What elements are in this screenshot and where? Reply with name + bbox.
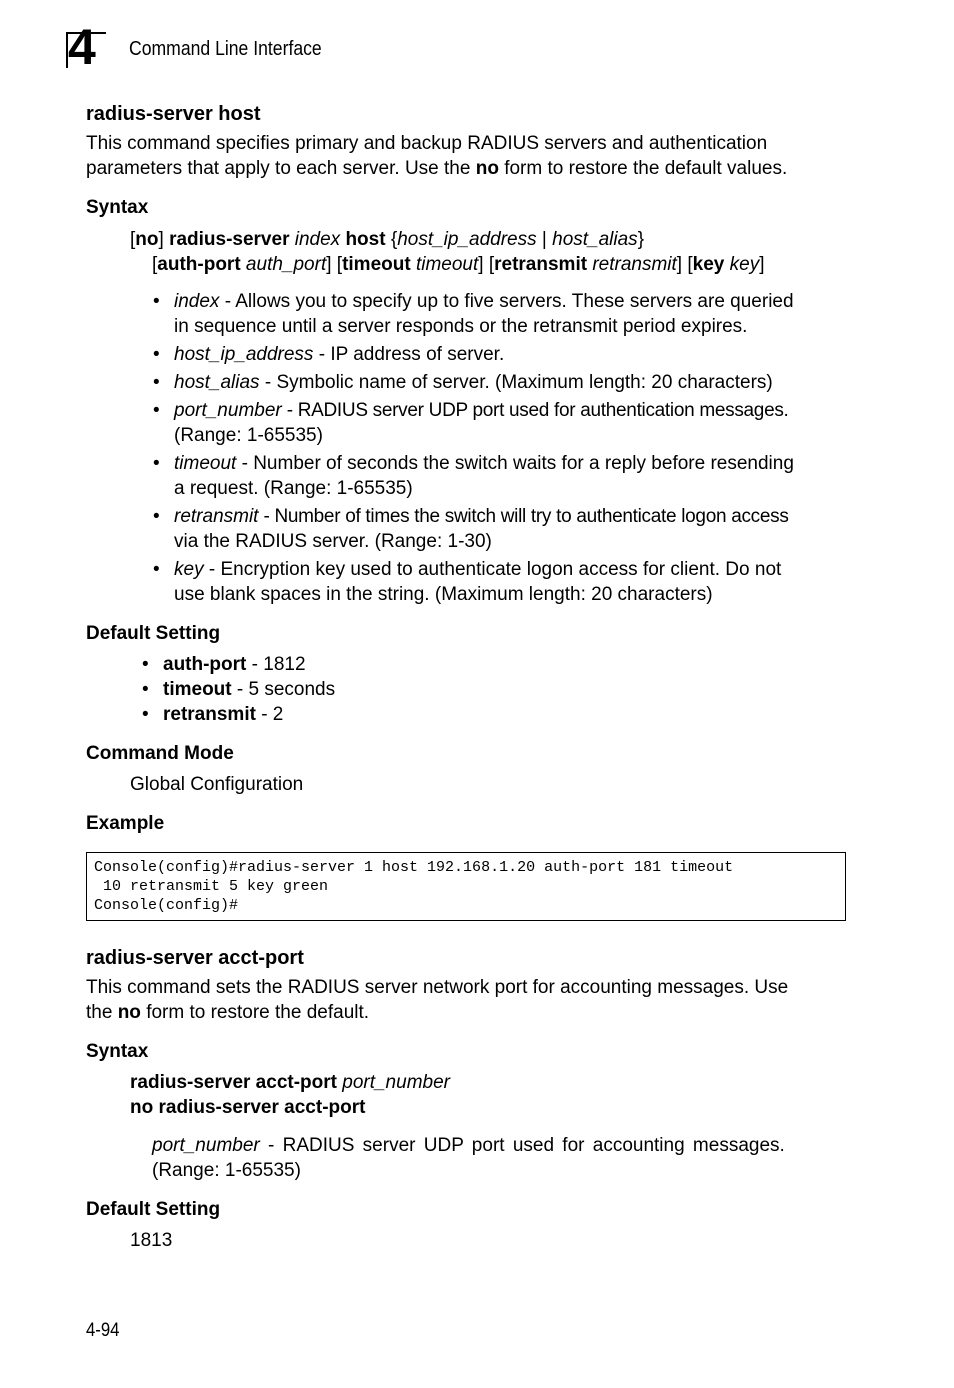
chapter-title: Command Line Interface: [129, 38, 322, 60]
host-mode-heading: Command Mode: [86, 743, 234, 764]
param-name: index: [174, 291, 220, 312]
acct-param: [152, 1133, 852, 1183]
host-description: [86, 131, 846, 181]
syntax-no: no: [135, 229, 159, 250]
param-item-host-ip-address: [174, 342, 854, 370]
syntax-auth-port: auth-port: [157, 254, 241, 275]
host-example-heading: Example: [86, 813, 165, 834]
host-syntax-line2: [152, 252, 852, 277]
default-value: - 5 seconds: [231, 679, 336, 700]
param-item-port-number: [174, 398, 854, 451]
acct-syntax-line2: no radius-server acct-port: [130, 1097, 366, 1118]
param-desc: - RADIUS server UDP port used for accounting messages.: [259, 1135, 785, 1156]
syntax-auth-port-arg: auth_port: [240, 254, 327, 275]
syntax-retransmit: retransmit: [494, 254, 588, 275]
param-name: host_alias: [174, 372, 260, 393]
acct-description-line1: This command sets the RADIUS server network port for accounting messages. Use: [86, 977, 789, 998]
host-description-line1: This command specifies primary and backup RADIUS servers and authentication: [86, 133, 768, 154]
no-keyword: no: [117, 1002, 141, 1023]
brace: {: [385, 229, 398, 250]
brace: }: [637, 229, 645, 250]
acct-syntax-line1: [130, 1070, 730, 1095]
param-desc-cont: use blank spaces in the string. (Maximum length: 20 characters): [174, 584, 713, 605]
syntax-command: radius-server: [169, 229, 290, 250]
text: the: [86, 1002, 118, 1023]
section-title-radius-server-acct-port: radius-server acct-port: [86, 947, 304, 969]
bracket: [: [152, 254, 158, 275]
param-item-key: [174, 557, 854, 610]
param-desc-cont: in sequence until a server responds or the retransmit period expires.: [174, 316, 748, 337]
acct-param-line1: [152, 1133, 852, 1158]
syntax-arg: port_number: [336, 1072, 450, 1093]
acct-default-heading: Default Setting: [86, 1199, 221, 1220]
page-number: 4-94: [86, 1320, 120, 1341]
syntax-index-arg: index: [289, 229, 346, 250]
param-name: port_number: [152, 1135, 260, 1156]
acct-default-value: 1813: [130, 1230, 173, 1251]
default-name: auth-port: [163, 654, 247, 675]
param-name: key: [174, 559, 204, 580]
text: form to restore the default.: [140, 1002, 370, 1023]
acct-description: [86, 975, 856, 1025]
syntax-timeout: timeout: [342, 254, 411, 275]
param-name: port_number: [174, 400, 282, 421]
param-desc: - Allows you to specify up to five servers. These servers are queried: [219, 291, 794, 312]
acct-param-line2: (Range: 1-65535): [152, 1160, 301, 1181]
syntax-host-ip-arg: host_ip_address: [397, 229, 537, 250]
param-desc: - Symbolic name of server. (Maximum length: 20 characters): [259, 372, 773, 393]
bracket: ] [: [676, 254, 693, 275]
param-desc-cont: (Range: 1-65535): [174, 425, 323, 446]
text: form to restore the default values.: [498, 158, 788, 179]
syntax-host-alias-arg: host_alias: [552, 229, 638, 250]
acct-syntax: [130, 1070, 730, 1120]
param-item-index: [174, 289, 854, 342]
default-name: timeout: [163, 679, 232, 700]
param-desc: - Number of seconds the switch waits for a reply before resending: [236, 453, 794, 474]
section-title-radius-server-host: radius-server host: [86, 103, 261, 125]
param-item-host-alias: [174, 370, 854, 398]
param-name: timeout: [174, 453, 237, 474]
default-item-timeout: [163, 677, 563, 702]
chapter-number: 4: [68, 19, 96, 75]
host-syntax-line1: [130, 227, 850, 252]
bracket: ] [: [478, 254, 495, 275]
host-syntax-heading: Syntax: [86, 197, 149, 218]
param-desc-cont: a request. (Range: 1-65535): [174, 478, 413, 499]
param-desc: - Encryption key used to authenticate logon access for client. Do not: [203, 559, 782, 580]
param-desc: - Number of times the switch will try to authenticate logon access: [258, 506, 789, 527]
default-item-auth-port: [163, 652, 563, 677]
syntax-host-keyword: host: [345, 229, 386, 250]
param-desc: - IP address of server.: [313, 344, 505, 365]
default-item-retransmit: [163, 702, 563, 727]
host-default-heading: Default Setting: [86, 623, 221, 644]
acct-syntax-heading: Syntax: [86, 1041, 149, 1062]
host-default-list: [163, 652, 563, 727]
bracket: ]: [759, 254, 765, 275]
syntax-timeout-arg: timeout: [410, 254, 479, 275]
param-name: retransmit: [174, 506, 259, 527]
host-mode-value: Global Configuration: [130, 774, 304, 795]
param-desc: - RADIUS server UDP port used for authentication messages.: [281, 400, 789, 421]
bracket: [: [130, 229, 136, 250]
param-item-retransmit: [174, 504, 854, 557]
example-code-block: Console(config)#radius-server 1 host 192.168.1.20 auth-port 181 timeout 10 retransmit 5 key green Console(config)#: [86, 852, 846, 921]
syntax-key-arg: key: [724, 254, 760, 275]
param-name: host_ip_address: [174, 344, 314, 365]
syntax-retransmit-arg: retransmit: [587, 254, 677, 275]
param-item-timeout: [174, 451, 854, 504]
default-value: - 1812: [246, 654, 306, 675]
default-name: retransmit: [163, 704, 256, 725]
no-keyword: no: [475, 158, 499, 179]
pipe: |: [536, 229, 553, 250]
bracket: ]: [158, 229, 170, 250]
text: parameters that apply to each server. Use the: [86, 158, 476, 179]
host-description-line2: [86, 156, 846, 181]
bracket: ] [: [326, 254, 343, 275]
default-value: - 2: [255, 704, 284, 725]
syntax-key: key: [692, 254, 725, 275]
param-desc-cont: via the RADIUS server. (Range: 1-30): [174, 531, 492, 552]
syntax-command: radius-server acct-port: [130, 1072, 337, 1093]
acct-description-line2: [86, 1000, 856, 1025]
host-parameter-list: [174, 289, 854, 610]
